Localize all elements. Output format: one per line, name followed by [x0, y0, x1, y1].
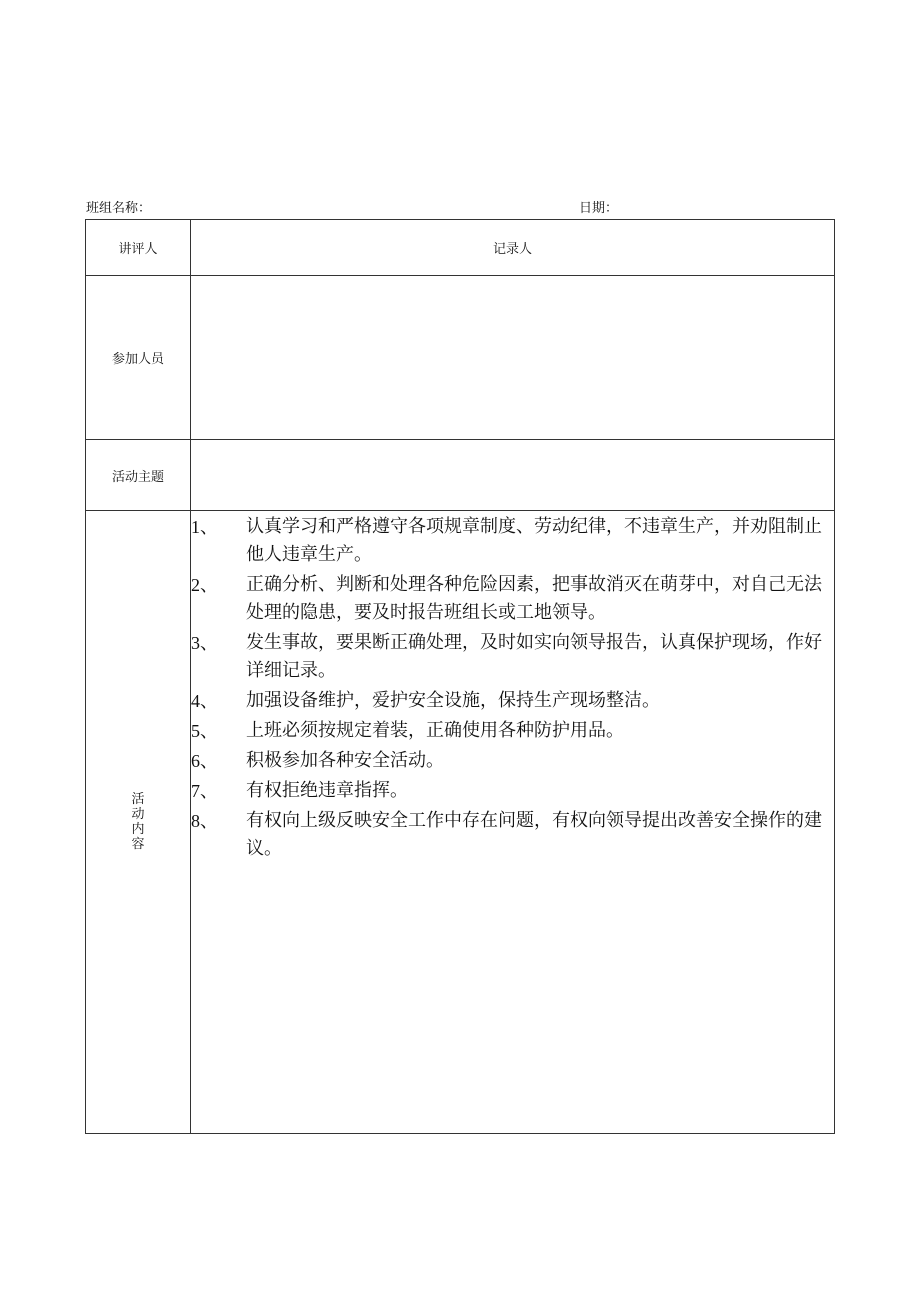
- list-item: [191, 807, 834, 863]
- list-item: [191, 687, 834, 715]
- rule-number: 4、: [191, 691, 218, 711]
- list-item: [191, 777, 834, 805]
- recorder-label: 记录人: [191, 220, 835, 276]
- rule-text: 积极参加各种安全活动。: [246, 750, 444, 771]
- rule-text: 有权拒绝违章指挥。: [246, 780, 408, 801]
- list-item: [191, 513, 834, 569]
- list-item: [191, 571, 834, 627]
- rule-text: 有权向上级反映安全工作中存在问题，有权向领导提出改善安全操作的建议。: [246, 810, 822, 859]
- list-item: [191, 717, 834, 745]
- rule-number: 5、: [191, 721, 218, 741]
- table-row: [86, 440, 835, 511]
- rule-number: 1、: [191, 517, 218, 537]
- rule-text: 认真学习和严格遵守各项规章制度、劳动纪律，不违章生产，并劝阻制止他人违章生产。: [246, 516, 822, 565]
- topic-label: 活动主题: [86, 440, 191, 511]
- list-item: [191, 629, 834, 685]
- participants-label: 参加人员: [86, 276, 191, 440]
- team-name-label: 班组名称：: [86, 201, 152, 216]
- rules-list: [191, 513, 834, 863]
- content-label: 活动内容: [131, 792, 145, 852]
- rule-text: 上班必须按规定着装，正确使用各种防护用品。: [246, 720, 624, 741]
- rule-number: 2、: [191, 575, 218, 595]
- rule-text: 加强设备维护，爱护安全设施，保持生产现场整洁。: [246, 690, 660, 711]
- reviewer-label: 讲评人: [86, 220, 191, 276]
- rule-text: 发生事故，要果断正确处理，及时如实向领导报告，认真保护现场，作好详细记录。: [246, 632, 822, 681]
- participants-field[interactable]: [191, 276, 835, 440]
- rule-number: 6、: [191, 751, 218, 771]
- table-row: [86, 276, 835, 440]
- content-field[interactable]: [191, 511, 835, 1134]
- rule-number: 3、: [191, 633, 218, 653]
- date-label: 日期：: [579, 201, 619, 216]
- table-row: [86, 220, 835, 276]
- table-row: [86, 511, 835, 1134]
- rule-number: 8、: [191, 811, 218, 831]
- rule-text: 正确分析、判断和处理各种危险因素，把事故消灭在萌芽中，对自己无法处理的隐患，要及时报告班组长或工地领导。: [246, 574, 822, 623]
- rule-number: 7、: [191, 781, 218, 801]
- list-item: [191, 747, 834, 775]
- topic-field[interactable]: [191, 440, 835, 511]
- activity-record-table: [85, 219, 835, 1134]
